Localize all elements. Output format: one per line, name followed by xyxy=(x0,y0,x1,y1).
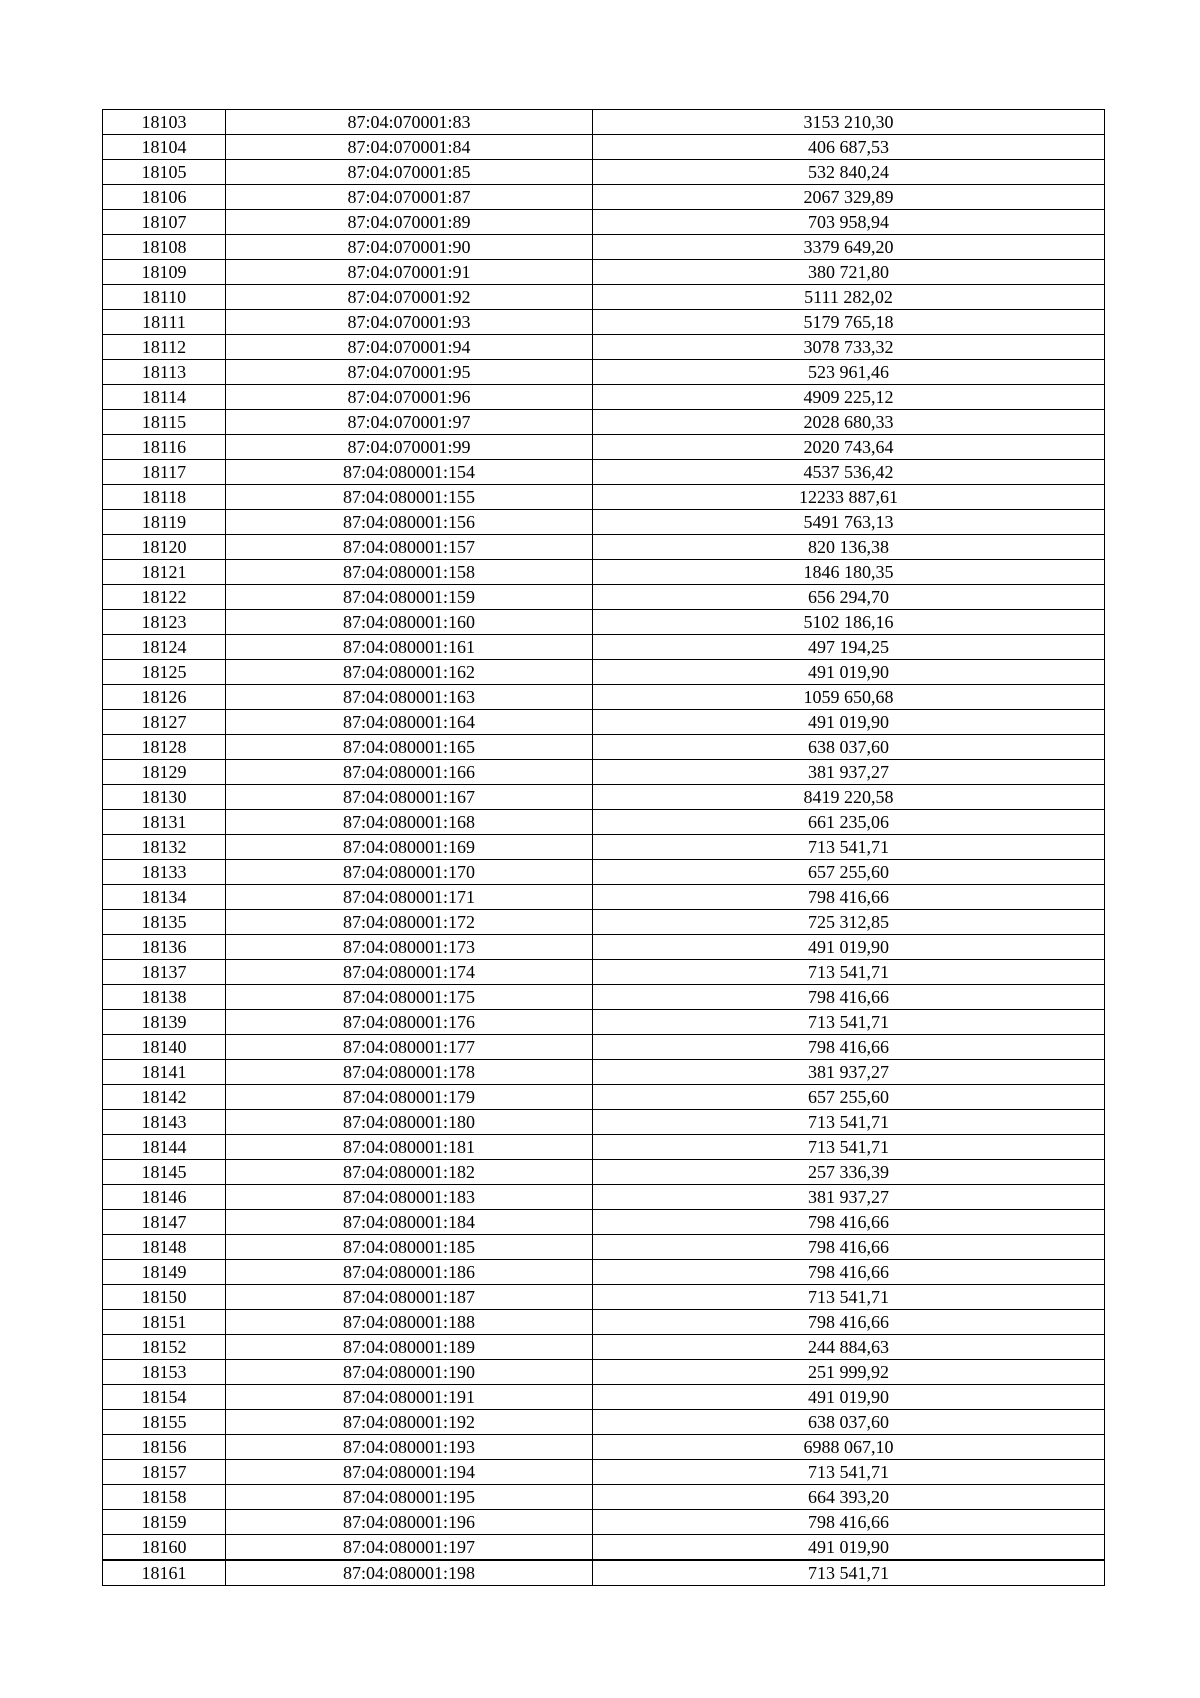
value-cell: 3379 649,20 xyxy=(593,235,1105,260)
cadastral-number-cell: 87:04:080001:184 xyxy=(226,1210,593,1235)
table-row xyxy=(103,310,1105,335)
row-number-cell: 18149 xyxy=(103,1260,226,1285)
value-cell: 3153 210,30 xyxy=(593,110,1105,135)
cadastral-number-cell: 87:04:080001:183 xyxy=(226,1185,593,1210)
value-cell: 5111 282,02 xyxy=(593,285,1105,310)
row-number-cell: 18141 xyxy=(103,1060,226,1085)
table-row xyxy=(103,1460,1105,1485)
cadastral-number-cell: 87:04:080001:192 xyxy=(226,1410,593,1435)
cadastral-number-cell: 87:04:070001:87 xyxy=(226,185,593,210)
cadastral-number-cell: 87:04:080001:173 xyxy=(226,935,593,960)
value-cell: 798 416,66 xyxy=(593,1310,1105,1335)
value-cell: 491 019,90 xyxy=(593,710,1105,735)
value-cell: 713 541,71 xyxy=(593,1460,1105,1485)
cadastral-number-cell: 87:04:080001:189 xyxy=(226,1335,593,1360)
cadastral-number-cell: 87:04:080001:165 xyxy=(226,735,593,760)
cadastral-number-cell: 87:04:080001:170 xyxy=(226,860,593,885)
cadastral-number-cell: 87:04:080001:175 xyxy=(226,985,593,1010)
table-row xyxy=(103,885,1105,910)
value-cell: 5102 186,16 xyxy=(593,610,1105,635)
value-cell: 664 393,20 xyxy=(593,1485,1105,1510)
cadastral-number-cell: 87:04:070001:89 xyxy=(226,210,593,235)
value-cell: 12233 887,61 xyxy=(593,485,1105,510)
table-row xyxy=(103,110,1105,135)
table-row xyxy=(103,1335,1105,1360)
cadastral-number-cell: 87:04:080001:181 xyxy=(226,1135,593,1160)
row-number-cell: 18139 xyxy=(103,1010,226,1035)
value-cell: 244 884,63 xyxy=(593,1335,1105,1360)
row-number-cell: 18124 xyxy=(103,635,226,660)
table-row xyxy=(103,1360,1105,1385)
row-number-cell: 18115 xyxy=(103,410,226,435)
value-cell: 713 541,71 xyxy=(593,1285,1105,1310)
row-number-cell: 18126 xyxy=(103,685,226,710)
row-number-cell: 18125 xyxy=(103,660,226,685)
table-row xyxy=(103,335,1105,360)
table-row xyxy=(103,1260,1105,1285)
value-cell: 713 541,71 xyxy=(593,835,1105,860)
table-row xyxy=(103,1160,1105,1185)
table-row xyxy=(103,1310,1105,1335)
row-number-cell: 18128 xyxy=(103,735,226,760)
row-number-cell: 18121 xyxy=(103,560,226,585)
row-number-cell: 18116 xyxy=(103,435,226,460)
value-cell: 798 416,66 xyxy=(593,1235,1105,1260)
value-cell: 713 541,71 xyxy=(593,960,1105,985)
cadastral-number-cell: 87:04:080001:172 xyxy=(226,910,593,935)
value-cell: 656 294,70 xyxy=(593,585,1105,610)
row-number-cell: 18131 xyxy=(103,810,226,835)
value-cell: 491 019,90 xyxy=(593,1385,1105,1410)
value-cell: 381 937,27 xyxy=(593,1060,1105,1085)
cadastral-number-cell: 87:04:080001:161 xyxy=(226,635,593,660)
table-row xyxy=(103,1285,1105,1310)
value-cell: 820 136,38 xyxy=(593,535,1105,560)
table-row xyxy=(103,1110,1105,1135)
table-row xyxy=(103,360,1105,385)
row-number-cell: 18152 xyxy=(103,1335,226,1360)
value-cell: 3078 733,32 xyxy=(593,335,1105,360)
cadastral-number-cell: 87:04:080001:180 xyxy=(226,1110,593,1135)
cadastral-number-cell: 87:04:080001:171 xyxy=(226,885,593,910)
cadastral-number-cell: 87:04:080001:187 xyxy=(226,1285,593,1310)
row-number-cell: 18161 xyxy=(103,1560,226,1586)
row-number-cell: 18150 xyxy=(103,1285,226,1310)
value-cell: 798 416,66 xyxy=(593,1035,1105,1060)
row-number-cell: 18146 xyxy=(103,1185,226,1210)
cadastral-number-cell: 87:04:070001:90 xyxy=(226,235,593,260)
table-row xyxy=(103,510,1105,535)
row-number-cell: 18136 xyxy=(103,935,226,960)
table-row xyxy=(103,635,1105,660)
cadastral-number-cell: 87:04:080001:155 xyxy=(226,485,593,510)
value-cell: 381 937,27 xyxy=(593,760,1105,785)
value-cell: 703 958,94 xyxy=(593,210,1105,235)
cadastral-number-cell: 87:04:070001:96 xyxy=(226,385,593,410)
cadastral-number-cell: 87:04:080001:198 xyxy=(226,1560,593,1586)
table-row xyxy=(103,410,1105,435)
cadastral-number-cell: 87:04:070001:93 xyxy=(226,310,593,335)
table-row xyxy=(103,785,1105,810)
table-row xyxy=(103,910,1105,935)
cadastral-number-cell: 87:04:080001:193 xyxy=(226,1435,593,1460)
value-cell: 713 541,71 xyxy=(593,1135,1105,1160)
table-row xyxy=(103,660,1105,685)
table-row xyxy=(103,1035,1105,1060)
cadastral-number-cell: 87:04:080001:186 xyxy=(226,1260,593,1285)
cadastral-number-cell: 87:04:080001:168 xyxy=(226,810,593,835)
table-row xyxy=(103,1060,1105,1085)
value-cell: 2067 329,89 xyxy=(593,185,1105,210)
row-number-cell: 18159 xyxy=(103,1510,226,1535)
value-cell: 380 721,80 xyxy=(593,260,1105,285)
cadastral-number-cell: 87:04:080001:158 xyxy=(226,560,593,585)
cadastral-number-cell: 87:04:070001:92 xyxy=(226,285,593,310)
cadastral-number-cell: 87:04:070001:85 xyxy=(226,160,593,185)
table-row xyxy=(103,185,1105,210)
table-row xyxy=(103,1435,1105,1460)
table-row xyxy=(103,1410,1105,1435)
value-cell: 497 194,25 xyxy=(593,635,1105,660)
cadastral-number-cell: 87:04:070001:94 xyxy=(226,335,593,360)
table-row xyxy=(103,685,1105,710)
value-cell: 4909 225,12 xyxy=(593,385,1105,410)
row-number-cell: 18114 xyxy=(103,385,226,410)
row-number-cell: 18105 xyxy=(103,160,226,185)
row-number-cell: 18145 xyxy=(103,1160,226,1185)
row-number-cell: 18153 xyxy=(103,1360,226,1385)
table-row xyxy=(103,385,1105,410)
table-row xyxy=(103,760,1105,785)
row-number-cell: 18144 xyxy=(103,1135,226,1160)
value-cell: 798 416,66 xyxy=(593,1510,1105,1535)
value-cell: 798 416,66 xyxy=(593,885,1105,910)
table-row xyxy=(103,1085,1105,1110)
cadastral-number-cell: 87:04:080001:197 xyxy=(226,1535,593,1561)
table-row xyxy=(103,935,1105,960)
cadastral-number-cell: 87:04:080001:164 xyxy=(226,710,593,735)
cadastral-number-cell: 87:04:080001:162 xyxy=(226,660,593,685)
cadastral-number-cell: 87:04:080001:174 xyxy=(226,960,593,985)
row-number-cell: 18112 xyxy=(103,335,226,360)
table-row xyxy=(103,1210,1105,1235)
table-row xyxy=(103,235,1105,260)
cadastral-number-cell: 87:04:070001:97 xyxy=(226,410,593,435)
row-number-cell: 18127 xyxy=(103,710,226,735)
cadastral-number-cell: 87:04:080001:191 xyxy=(226,1385,593,1410)
table-row xyxy=(103,835,1105,860)
row-number-cell: 18140 xyxy=(103,1035,226,1060)
cadastral-number-cell: 87:04:070001:99 xyxy=(226,435,593,460)
table-row xyxy=(103,610,1105,635)
row-number-cell: 18156 xyxy=(103,1435,226,1460)
cadastral-number-cell: 87:04:080001:188 xyxy=(226,1310,593,1335)
table-row xyxy=(103,810,1105,835)
row-number-cell: 18107 xyxy=(103,210,226,235)
row-number-cell: 18104 xyxy=(103,135,226,160)
row-number-cell: 18119 xyxy=(103,510,226,535)
row-number-cell: 18142 xyxy=(103,1085,226,1110)
table-row xyxy=(103,710,1105,735)
row-number-cell: 18110 xyxy=(103,285,226,310)
table-row xyxy=(103,560,1105,585)
row-number-cell: 18148 xyxy=(103,1235,226,1260)
cadastral-number-cell: 87:04:080001:159 xyxy=(226,585,593,610)
row-number-cell: 18117 xyxy=(103,460,226,485)
cadastral-number-cell: 87:04:080001:196 xyxy=(226,1510,593,1535)
value-cell: 4537 536,42 xyxy=(593,460,1105,485)
table-row xyxy=(103,735,1105,760)
value-cell: 2020 743,64 xyxy=(593,435,1105,460)
row-number-cell: 18130 xyxy=(103,785,226,810)
value-cell: 798 416,66 xyxy=(593,985,1105,1010)
row-number-cell: 18160 xyxy=(103,1535,226,1561)
table-row xyxy=(103,535,1105,560)
cadastral-number-cell: 87:04:080001:176 xyxy=(226,1010,593,1035)
row-number-cell: 18147 xyxy=(103,1210,226,1235)
table-row xyxy=(103,485,1105,510)
value-cell: 713 541,71 xyxy=(593,1110,1105,1135)
table-row xyxy=(103,435,1105,460)
row-number-cell: 18154 xyxy=(103,1385,226,1410)
row-number-cell: 18129 xyxy=(103,760,226,785)
row-number-cell: 18155 xyxy=(103,1410,226,1435)
value-cell: 2028 680,33 xyxy=(593,410,1105,435)
table-row xyxy=(103,160,1105,185)
table-row xyxy=(103,1235,1105,1260)
row-number-cell: 18137 xyxy=(103,960,226,985)
cadastral-number-cell: 87:04:080001:163 xyxy=(226,685,593,710)
value-cell: 657 255,60 xyxy=(593,1085,1105,1110)
row-number-cell: 18123 xyxy=(103,610,226,635)
table-row xyxy=(103,985,1105,1010)
table-row xyxy=(103,860,1105,885)
value-cell: 406 687,53 xyxy=(593,135,1105,160)
table-row xyxy=(103,135,1105,160)
value-cell: 491 019,90 xyxy=(593,660,1105,685)
row-number-cell: 18108 xyxy=(103,235,226,260)
value-cell: 532 840,24 xyxy=(593,160,1105,185)
value-cell: 8419 220,58 xyxy=(593,785,1105,810)
row-number-cell: 18118 xyxy=(103,485,226,510)
cadastral-value-table xyxy=(102,109,1105,1586)
value-cell: 491 019,90 xyxy=(593,1535,1105,1561)
value-cell: 5179 765,18 xyxy=(593,310,1105,335)
row-number-cell: 18135 xyxy=(103,910,226,935)
cadastral-number-cell: 87:04:080001:166 xyxy=(226,760,593,785)
value-cell: 1846 180,35 xyxy=(593,560,1105,585)
value-cell: 798 416,66 xyxy=(593,1210,1105,1235)
table-row xyxy=(103,1010,1105,1035)
row-number-cell: 18103 xyxy=(103,110,226,135)
table-row xyxy=(103,1135,1105,1160)
cadastral-number-cell: 87:04:080001:154 xyxy=(226,460,593,485)
row-number-cell: 18113 xyxy=(103,360,226,385)
row-number-cell: 18133 xyxy=(103,860,226,885)
row-number-cell: 18109 xyxy=(103,260,226,285)
row-number-cell: 18132 xyxy=(103,835,226,860)
table-row xyxy=(103,585,1105,610)
value-cell: 713 541,71 xyxy=(593,1560,1105,1586)
cadastral-number-cell: 87:04:080001:195 xyxy=(226,1485,593,1510)
table-row xyxy=(103,460,1105,485)
value-cell: 491 019,90 xyxy=(593,935,1105,960)
row-number-cell: 18143 xyxy=(103,1110,226,1135)
table-row xyxy=(103,960,1105,985)
row-number-cell: 18106 xyxy=(103,185,226,210)
table-row xyxy=(103,210,1105,235)
table-row xyxy=(103,285,1105,310)
cadastral-number-cell: 87:04:080001:156 xyxy=(226,510,593,535)
value-cell: 523 961,46 xyxy=(593,360,1105,385)
row-number-cell: 18120 xyxy=(103,535,226,560)
cadastral-number-cell: 87:04:080001:194 xyxy=(226,1460,593,1485)
row-number-cell: 18151 xyxy=(103,1310,226,1335)
value-cell: 638 037,60 xyxy=(593,1410,1105,1435)
table-row xyxy=(103,1510,1105,1535)
cadastral-number-cell: 87:04:070001:84 xyxy=(226,135,593,160)
table-body xyxy=(103,110,1105,1586)
cadastral-number-cell: 87:04:080001:182 xyxy=(226,1160,593,1185)
value-cell: 713 541,71 xyxy=(593,1010,1105,1035)
value-cell: 725 312,85 xyxy=(593,910,1105,935)
table-row xyxy=(103,1535,1105,1561)
row-number-cell: 18138 xyxy=(103,985,226,1010)
value-cell: 638 037,60 xyxy=(593,735,1105,760)
value-cell: 1059 650,68 xyxy=(593,685,1105,710)
value-cell: 257 336,39 xyxy=(593,1160,1105,1185)
value-cell: 381 937,27 xyxy=(593,1185,1105,1210)
value-cell: 661 235,06 xyxy=(593,810,1105,835)
cadastral-number-cell: 87:04:080001:157 xyxy=(226,535,593,560)
cadastral-number-cell: 87:04:080001:167 xyxy=(226,785,593,810)
cadastral-number-cell: 87:04:080001:190 xyxy=(226,1360,593,1385)
row-number-cell: 18158 xyxy=(103,1485,226,1510)
cadastral-number-cell: 87:04:080001:185 xyxy=(226,1235,593,1260)
row-number-cell: 18122 xyxy=(103,585,226,610)
cadastral-number-cell: 87:04:070001:83 xyxy=(226,110,593,135)
table-row xyxy=(103,1185,1105,1210)
table-row xyxy=(103,1385,1105,1410)
value-cell: 5491 763,13 xyxy=(593,510,1105,535)
row-number-cell: 18111 xyxy=(103,310,226,335)
value-cell: 6988 067,10 xyxy=(593,1435,1105,1460)
cadastral-number-cell: 87:04:080001:177 xyxy=(226,1035,593,1060)
cadastral-number-cell: 87:04:080001:169 xyxy=(226,835,593,860)
cadastral-number-cell: 87:04:080001:179 xyxy=(226,1085,593,1110)
cadastral-number-cell: 87:04:070001:91 xyxy=(226,260,593,285)
table-row xyxy=(103,1560,1105,1586)
value-cell: 251 999,92 xyxy=(593,1360,1105,1385)
value-cell: 798 416,66 xyxy=(593,1260,1105,1285)
value-cell: 657 255,60 xyxy=(593,860,1105,885)
table-row xyxy=(103,1485,1105,1510)
row-number-cell: 18157 xyxy=(103,1460,226,1485)
cadastral-number-cell: 87:04:070001:95 xyxy=(226,360,593,385)
table-row xyxy=(103,260,1105,285)
cadastral-number-cell: 87:04:080001:160 xyxy=(226,610,593,635)
row-number-cell: 18134 xyxy=(103,885,226,910)
cadastral-number-cell: 87:04:080001:178 xyxy=(226,1060,593,1085)
